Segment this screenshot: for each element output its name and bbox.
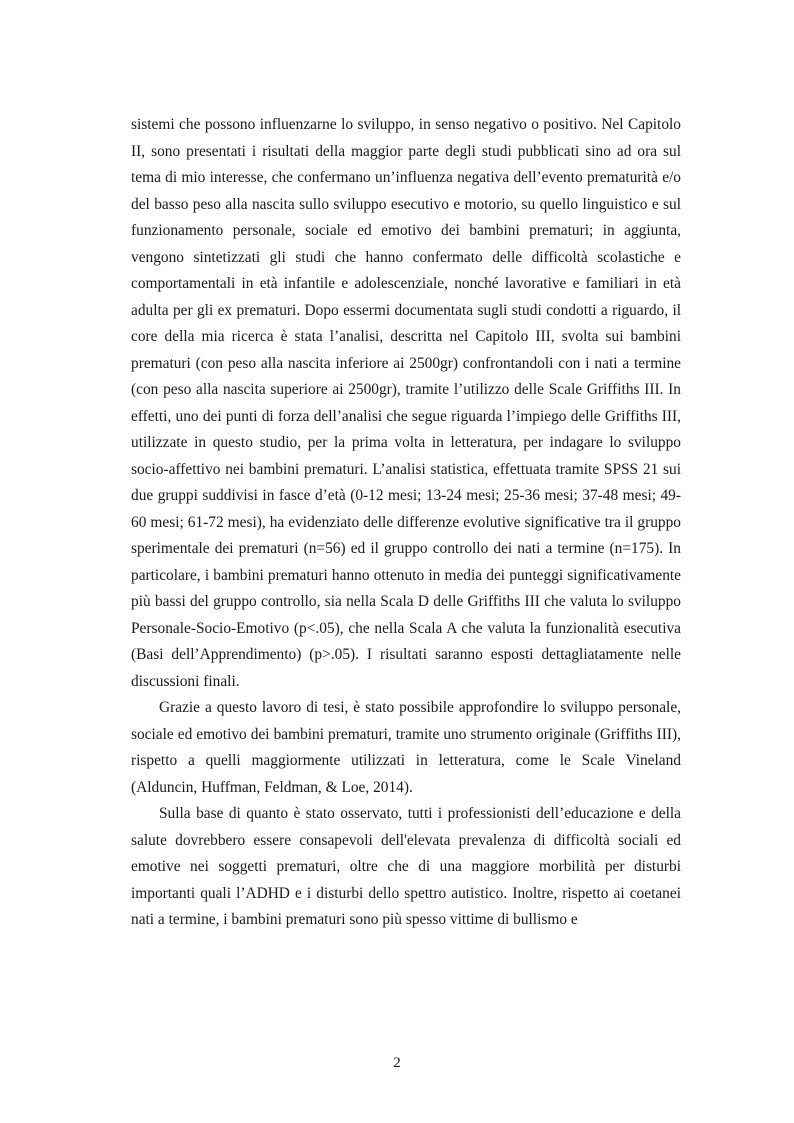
page-number: 2 — [393, 1055, 401, 1071]
paragraph-continuation: sistemi che possono influenzarne lo sviluppo, in senso negativo o positivo. Nel Capitolo II, sono presentati i risultati della maggior parte degli studi pubblicati sino ad ora sul tema di mio interesse, che confermano un’influenza negativa dell’evento prematurità e/o del basso peso alla nascita sullo sviluppo esecutivo e motorio, su quello linguistico e sul funzionamento personale, sociale ed emotivo dei bambini prematuri; in aggiunta, vengono sintetizzati gli studi che hanno confermato delle difficoltà scolastiche e comportamentali in età infantile e adolescenziale, nonché lavorative e familiari in età adulta per gli ex prematuri. Dopo essermi documentata sugli studi condotti a riguardo, il core della mia ricerca è stata l’analisi, descritta nel Capitolo III, svolta sui bambini prematuri (con peso alla nascita inferiore ai 2500gr) confrontandoli con i nati a termine (con peso alla nascita superiore ai 2500gr), tramite l’utilizzo delle Scale Griffiths III. In effetti, uno dei punti di forza dell’analisi che segue riguarda l’impiego delle Griffiths III, utilizzate in questo studio, per la prima volta in letteratura, per indagare lo sviluppo socio-affettivo nei bambini prematuri. L’analisi statistica, effettuata tramite SPSS 21 sui due gruppi suddivisi in fasce d’età (0-12 mesi; 13-24 mesi; 25-36 mesi; 37-48 mesi; 49-60 mesi; 61-72 mesi), ha evidenziato delle differenze evolutive significative tra il gruppo sperimentale dei prematuri (n=56) ed il gruppo controllo dei nati a termine (n=175). In particolare, i bambini prematuri hanno ottenuto in media dei punteggi significativamente più bassi del gruppo controllo, sia nella Scala D delle Griffiths III che valuta lo sviluppo Personale-Socio-Emotivo (p<.05), che nella Scala A che valuta la funzionalità esecutiva (Basi dell’Apprendimento) (p>.05). I risultati saranno esposti dettagliatamente nelle discussioni finali. — [131, 116, 681, 690]
body-text — [131, 112, 681, 934]
paragraph-professionals: Sulla base di quanto è stato osservato, tutti i professionisti dell’educazione e della salute dovrebbero essere consapevoli dell'elevata prevalenza di difficoltà sociali ed emotive nei soggetti prematuri, oltre che di una maggiore morbilità per disturbi importanti quali l’ADHD e i disturbi dello spettro autistico. Inoltre, rispetto ai coetanei nati a termine, i bambini prematuri sono più spesso vittime di bullismo e — [131, 805, 681, 928]
paragraph-thesis-work: Grazie a questo lavoro di tesi, è stato possibile approfondire lo sviluppo personale, sociale ed emotivo dei bambini prematuri, tramite uno strumento originale (Griffiths III), rispetto a quelli maggiormente utilizzati in letteratura, come le Scale Vineland (Alduncin, Huffman, Feldman, & Loe, 2014). — [131, 699, 681, 796]
